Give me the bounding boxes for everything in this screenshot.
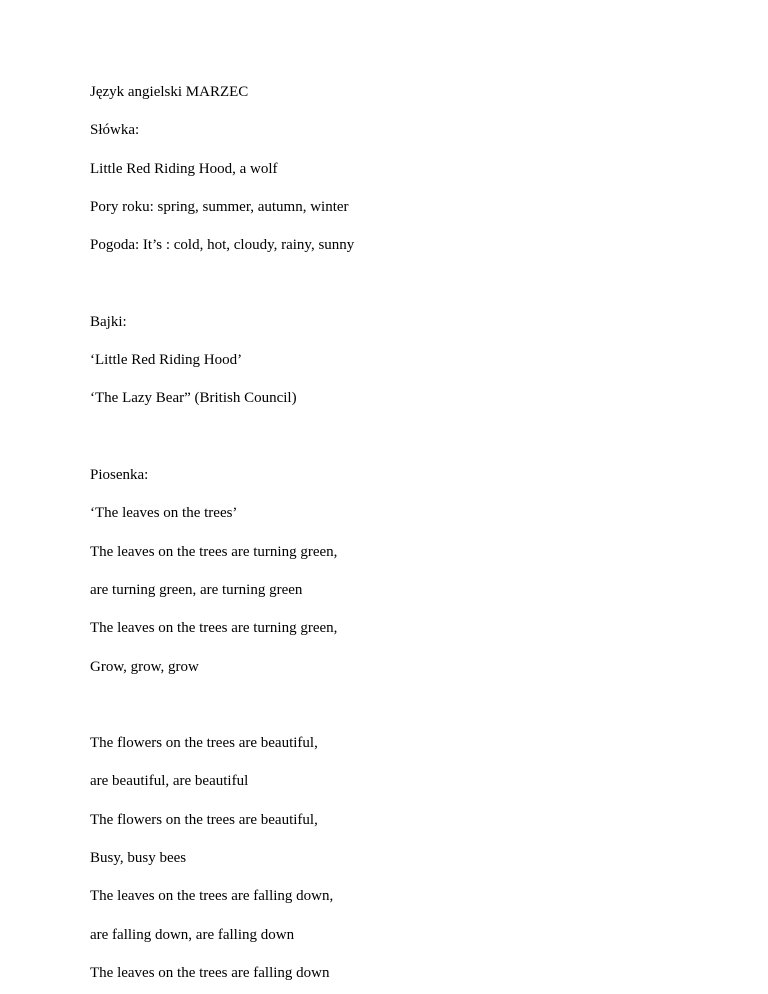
song-line: The flowers on the trees are beautiful, (90, 811, 318, 828)
song-title: ‘The leaves on the trees’ (90, 505, 238, 522)
song-line: The leaves on the trees are turning green, (90, 543, 338, 560)
song-heading: Piosenka: (90, 467, 149, 484)
song-line: The leaves on the trees are turning green, (90, 620, 338, 637)
vocab-line: Pory roku: spring, summer, autumn, winter (90, 198, 349, 215)
vocab-line: Little Red Riding Hood, a wolf (90, 160, 278, 177)
document-title: Język angielski MARZEC (90, 84, 249, 100)
vocab-line: Pogoda: It’s : cold, hot, cloudy, rainy, sunny (90, 237, 355, 254)
song-line: The leaves on the trees are falling down, (90, 888, 334, 905)
song-line: The leaves on the trees are falling down (90, 965, 330, 981)
tales-heading: Bajki: (90, 313, 127, 330)
tale-item: ‘The Lazy Bear” (British Council) (90, 390, 297, 407)
song-line: are beautiful, are beautiful (90, 773, 249, 790)
song-line: The flowers on the trees are beautiful, (90, 735, 318, 752)
vocab-heading: Słówka: (90, 122, 140, 139)
song-line: Grow, grow, grow (90, 658, 199, 675)
song-line: Busy, busy bees (90, 850, 187, 867)
song-line: are falling down, are falling down (90, 926, 295, 943)
song-line: are turning green, are turning green (90, 581, 303, 598)
tale-item: ‘Little Red Riding Hood’ (90, 352, 243, 369)
